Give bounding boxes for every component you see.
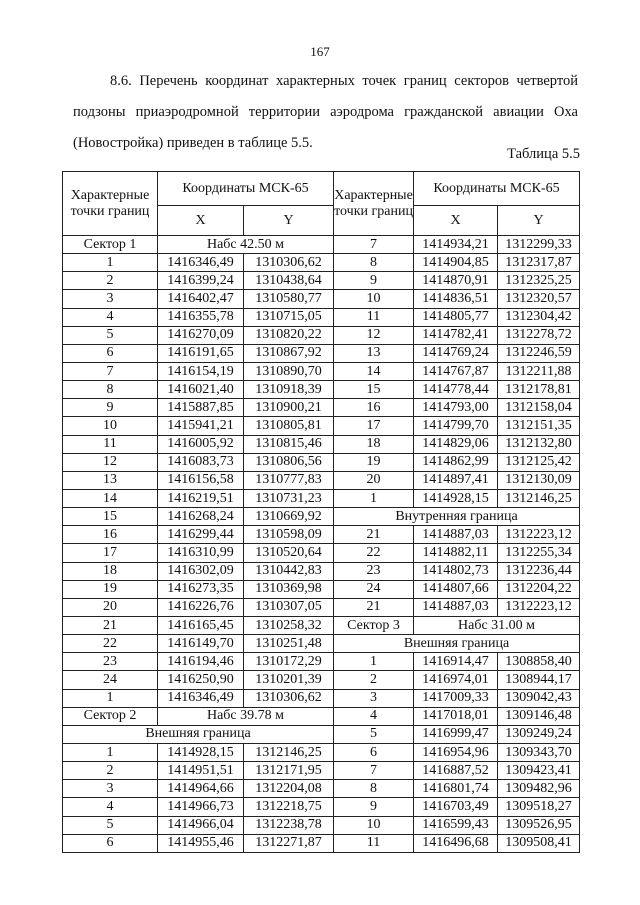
table-row xyxy=(334,725,580,743)
coord-x: 1414829,06 xyxy=(414,435,498,453)
table-row xyxy=(334,580,580,598)
point-number: 17 xyxy=(63,544,158,562)
table-row xyxy=(334,743,580,761)
coord-x: 1414799,70 xyxy=(414,417,498,435)
coord-y: 1310201,39 xyxy=(244,671,334,689)
coord-y: 1310520,64 xyxy=(244,544,334,562)
point-number: 21 xyxy=(63,616,158,634)
table-row xyxy=(334,526,580,544)
table-row xyxy=(334,671,580,689)
coord-y: 1310307,05 xyxy=(244,598,334,616)
coord-y: 1312278,72 xyxy=(498,326,580,344)
coord-x: 1416402,47 xyxy=(158,290,244,308)
coordinates-tables xyxy=(62,171,579,853)
coord-x: 1416302,09 xyxy=(158,562,244,580)
coord-y: 1312238,78 xyxy=(244,816,334,834)
coord-x: 1416999,47 xyxy=(414,725,498,743)
point-number: 19 xyxy=(334,453,414,471)
table-row xyxy=(63,834,334,852)
coord-y: 1312132,80 xyxy=(498,435,580,453)
coord-y: 1310820,22 xyxy=(244,326,334,344)
coord-y: 1310258,32 xyxy=(244,616,334,634)
point-number: 21 xyxy=(334,526,414,544)
point-number: 3 xyxy=(63,290,158,308)
point-number: 8 xyxy=(63,381,158,399)
coord-y: 1312151,35 xyxy=(498,417,580,435)
section-row xyxy=(63,725,334,743)
table-row xyxy=(334,544,580,562)
table-row xyxy=(63,526,334,544)
coord-x: 1416346,49 xyxy=(158,254,244,272)
point-number: 5 xyxy=(63,816,158,834)
table-row xyxy=(334,598,580,616)
coord-y: 1312299,33 xyxy=(498,236,580,254)
table-row xyxy=(334,780,580,798)
table-row xyxy=(63,616,334,634)
point-number: 23 xyxy=(63,653,158,671)
table-row xyxy=(334,362,580,380)
table-row xyxy=(334,834,580,852)
coord-x: 1416273,35 xyxy=(158,580,244,598)
table-row xyxy=(63,344,334,362)
coord-y: 1312146,25 xyxy=(244,743,334,761)
coord-x: 1414882,11 xyxy=(414,544,498,562)
coord-y: 1309518,27 xyxy=(498,798,580,816)
header-x: X xyxy=(414,206,498,236)
coord-x: 1414964,66 xyxy=(158,780,244,798)
table-row xyxy=(334,816,580,834)
table-row xyxy=(334,326,580,344)
coord-x: 1414782,41 xyxy=(414,326,498,344)
table-row xyxy=(334,254,580,272)
coord-x: 1416149,70 xyxy=(158,635,244,653)
point-number: 10 xyxy=(334,290,414,308)
coord-y: 1309526,95 xyxy=(498,816,580,834)
coord-x: 1416250,90 xyxy=(158,671,244,689)
point-number: 22 xyxy=(334,544,414,562)
point-number: 15 xyxy=(63,508,158,526)
coordinates-table-left xyxy=(62,171,334,853)
coord-y: 1310306,62 xyxy=(244,254,334,272)
point-number: 18 xyxy=(63,562,158,580)
table-body-right xyxy=(334,236,580,853)
point-number: 7 xyxy=(334,762,414,780)
sector-height: Набс 42.50 м xyxy=(158,236,334,254)
coord-y: 1312211,88 xyxy=(498,362,580,380)
table-row xyxy=(63,417,334,435)
table-row xyxy=(63,489,334,507)
point-number: 12 xyxy=(334,326,414,344)
table-caption: Таблица 5.5 xyxy=(507,146,580,162)
coordinates-table-right xyxy=(333,171,580,853)
coord-y: 1310806,56 xyxy=(244,453,334,471)
coord-y: 1312223,12 xyxy=(498,598,580,616)
coord-x: 1416165,45 xyxy=(158,616,244,634)
table-row xyxy=(63,308,334,326)
coord-x: 1414862,99 xyxy=(414,453,498,471)
point-number: 20 xyxy=(334,471,414,489)
coord-y: 1310867,92 xyxy=(244,344,334,362)
table-row xyxy=(63,671,334,689)
header-x: X xyxy=(158,206,244,236)
point-number: 7 xyxy=(334,236,414,254)
point-number: 9 xyxy=(63,399,158,417)
sector-row xyxy=(63,236,334,254)
coord-y: 1309343,70 xyxy=(498,743,580,761)
sector-label: Сектор 2 xyxy=(63,707,158,725)
table-row xyxy=(63,544,334,562)
coord-x: 1416226,76 xyxy=(158,598,244,616)
table-row xyxy=(63,816,334,834)
coord-x: 1414793,00 xyxy=(414,399,498,417)
coord-x: 1417018,01 xyxy=(414,707,498,725)
coord-y: 1309482,96 xyxy=(498,780,580,798)
coord-x: 1416887,52 xyxy=(414,762,498,780)
coord-y: 1312325,25 xyxy=(498,272,580,290)
table-row xyxy=(63,435,334,453)
intro-paragraph: 8.6. Перечень координат характерных точек границ секторов четвертой подзоны приаэродромной территории аэродрома гражданской авиации Оха (Новостройка) приведен в таблице 5.5. xyxy=(73,73,578,151)
section-label: Внешняя граница xyxy=(63,725,334,743)
coord-y: 1310731,23 xyxy=(244,489,334,507)
coord-y: 1312271,87 xyxy=(244,834,334,852)
coord-x: 1414955,46 xyxy=(158,834,244,852)
point-number: 24 xyxy=(63,671,158,689)
coord-y: 1312317,87 xyxy=(498,254,580,272)
section-label: Внутренняя граница xyxy=(334,508,580,526)
coord-x: 1416801,74 xyxy=(414,780,498,798)
coord-y: 1312178,81 xyxy=(498,381,580,399)
point-number: 16 xyxy=(334,399,414,417)
coord-y: 1312204,08 xyxy=(244,780,334,798)
coord-y: 1312255,34 xyxy=(498,544,580,562)
header-points: Характерные точки границ xyxy=(63,172,158,236)
coord-x: 1414897,41 xyxy=(414,471,498,489)
table-row xyxy=(63,381,334,399)
coord-x: 1416299,44 xyxy=(158,526,244,544)
coord-x: 1414870,91 xyxy=(414,272,498,290)
table-row xyxy=(63,780,334,798)
point-number: 1 xyxy=(334,489,414,507)
table-row xyxy=(63,762,334,780)
point-number: 6 xyxy=(63,834,158,852)
coord-y: 1310918,39 xyxy=(244,381,334,399)
coord-y: 1312223,12 xyxy=(498,526,580,544)
coord-x: 1414802,73 xyxy=(414,562,498,580)
point-number: 11 xyxy=(63,435,158,453)
point-number: 13 xyxy=(334,344,414,362)
point-number: 4 xyxy=(63,308,158,326)
table-row xyxy=(334,381,580,399)
table-row xyxy=(63,689,334,707)
coord-x: 1416496,68 xyxy=(414,834,498,852)
point-number: 11 xyxy=(334,308,414,326)
table-row xyxy=(63,362,334,380)
point-number: 12 xyxy=(63,453,158,471)
coord-x: 1414934,21 xyxy=(414,236,498,254)
coord-x: 1416156,58 xyxy=(158,471,244,489)
sector-label: Сектор 1 xyxy=(63,236,158,254)
coord-x: 1416914,47 xyxy=(414,653,498,671)
point-number: 23 xyxy=(334,562,414,580)
point-number: 24 xyxy=(334,580,414,598)
coord-x: 1414887,03 xyxy=(414,526,498,544)
coord-x: 1414887,03 xyxy=(414,598,498,616)
coord-x: 1414807,66 xyxy=(414,580,498,598)
point-number: 22 xyxy=(63,635,158,653)
table-row xyxy=(334,308,580,326)
coord-x: 1416154,19 xyxy=(158,362,244,380)
point-number: 3 xyxy=(63,780,158,798)
coord-y: 1310306,62 xyxy=(244,689,334,707)
table-row xyxy=(334,399,580,417)
point-number: 19 xyxy=(63,580,158,598)
coord-y: 1310438,64 xyxy=(244,272,334,290)
table-row xyxy=(63,580,334,598)
point-number: 3 xyxy=(334,689,414,707)
coord-y: 1309042,43 xyxy=(498,689,580,707)
table-row xyxy=(334,290,580,308)
table-row xyxy=(334,489,580,507)
table-row xyxy=(334,707,580,725)
table-row xyxy=(63,399,334,417)
coord-x: 1414769,24 xyxy=(414,344,498,362)
table-row xyxy=(63,290,334,308)
table-row xyxy=(63,743,334,761)
table-row xyxy=(63,598,334,616)
point-number: 20 xyxy=(63,598,158,616)
section-row xyxy=(334,508,580,526)
point-number: 2 xyxy=(63,762,158,780)
table-row xyxy=(334,435,580,453)
coord-x: 1414928,15 xyxy=(158,743,244,761)
coord-y: 1312246,59 xyxy=(498,344,580,362)
sector-row xyxy=(63,707,334,725)
point-number: 4 xyxy=(334,707,414,725)
sector-height: Набс 31.00 м xyxy=(414,616,580,634)
coord-y: 1312320,57 xyxy=(498,290,580,308)
point-number: 2 xyxy=(63,272,158,290)
coord-x: 1414904,85 xyxy=(414,254,498,272)
point-number: 1 xyxy=(63,254,158,272)
point-number: 4 xyxy=(63,798,158,816)
coord-x: 1416954,96 xyxy=(414,743,498,761)
point-number: 10 xyxy=(334,816,414,834)
table-row xyxy=(63,508,334,526)
coord-y: 1310715,05 xyxy=(244,308,334,326)
header-coords: Координаты МСК-65 xyxy=(158,172,334,206)
coord-x: 1415941,21 xyxy=(158,417,244,435)
sector-height: Набс 39.78 м xyxy=(158,707,334,725)
coord-x: 1414928,15 xyxy=(414,489,498,507)
coord-x: 1416703,49 xyxy=(414,798,498,816)
point-number: 17 xyxy=(334,417,414,435)
coord-x: 1416974,01 xyxy=(414,671,498,689)
page-number: 167 xyxy=(310,44,330,59)
table-row xyxy=(334,762,580,780)
coord-y: 1310442,83 xyxy=(244,562,334,580)
coord-x: 1414778,44 xyxy=(414,381,498,399)
table-row xyxy=(334,453,580,471)
coord-y: 1309423,41 xyxy=(498,762,580,780)
coord-x: 1414966,73 xyxy=(158,798,244,816)
header-y: Y xyxy=(498,206,580,236)
coord-y: 1310598,09 xyxy=(244,526,334,544)
coord-x: 1415887,85 xyxy=(158,399,244,417)
point-number: 13 xyxy=(63,471,158,489)
table-row xyxy=(334,653,580,671)
point-number: 16 xyxy=(63,526,158,544)
coord-y: 1310890,70 xyxy=(244,362,334,380)
table-row xyxy=(334,471,580,489)
coord-y: 1312236,44 xyxy=(498,562,580,580)
coord-x: 1416310,99 xyxy=(158,544,244,562)
coord-y: 1312204,22 xyxy=(498,580,580,598)
coord-y: 1312158,04 xyxy=(498,399,580,417)
point-number: 11 xyxy=(334,834,414,852)
point-number: 7 xyxy=(63,362,158,380)
point-number: 1 xyxy=(63,743,158,761)
point-number: 21 xyxy=(334,598,414,616)
section-label: Внешняя граница xyxy=(334,635,580,653)
point-number: 6 xyxy=(63,344,158,362)
table-row xyxy=(334,689,580,707)
table-row xyxy=(63,471,334,489)
coord-y: 1310900,21 xyxy=(244,399,334,417)
coord-x: 1414966,04 xyxy=(158,816,244,834)
coord-y: 1310580,77 xyxy=(244,290,334,308)
coord-y: 1310369,98 xyxy=(244,580,334,598)
coord-y: 1308944,17 xyxy=(498,671,580,689)
coord-x: 1416219,51 xyxy=(158,489,244,507)
point-number: 1 xyxy=(334,653,414,671)
coord-y: 1310251,48 xyxy=(244,635,334,653)
table-row xyxy=(334,272,580,290)
coord-x: 1416021,40 xyxy=(158,381,244,399)
table-row xyxy=(63,254,334,272)
coord-x: 1416005,92 xyxy=(158,435,244,453)
coord-y: 1309249,24 xyxy=(498,725,580,743)
point-number: 14 xyxy=(63,489,158,507)
coord-x: 1414836,51 xyxy=(414,290,498,308)
coord-x: 1416599,43 xyxy=(414,816,498,834)
coord-y: 1310815,46 xyxy=(244,435,334,453)
table-row xyxy=(63,653,334,671)
table-row xyxy=(334,562,580,580)
table-row xyxy=(63,562,334,580)
table-row xyxy=(334,417,580,435)
sector-row xyxy=(334,616,580,634)
coord-y: 1309508,41 xyxy=(498,834,580,852)
table-body-left xyxy=(63,236,334,853)
coord-y: 1312171,95 xyxy=(244,762,334,780)
point-number: 2 xyxy=(334,671,414,689)
coord-x: 1414951,51 xyxy=(158,762,244,780)
point-number: 15 xyxy=(334,381,414,399)
point-number: 6 xyxy=(334,743,414,761)
point-number: 14 xyxy=(334,362,414,380)
point-number: 18 xyxy=(334,435,414,453)
coord-x: 1416399,24 xyxy=(158,272,244,290)
coord-x: 1416270,09 xyxy=(158,326,244,344)
table-row xyxy=(334,236,580,254)
point-number: 9 xyxy=(334,272,414,290)
coord-x: 1416194,46 xyxy=(158,653,244,671)
coord-y: 1310777,83 xyxy=(244,471,334,489)
coord-y: 1310669,92 xyxy=(244,508,334,526)
coord-x: 1416355,78 xyxy=(158,308,244,326)
header-coords: Координаты МСК-65 xyxy=(414,172,580,206)
coord-y: 1312125,42 xyxy=(498,453,580,471)
table-row xyxy=(63,635,334,653)
point-number: 1 xyxy=(63,689,158,707)
header-points: Характерные точки границ xyxy=(334,172,414,236)
coord-x: 1416268,24 xyxy=(158,508,244,526)
coord-x: 1414767,87 xyxy=(414,362,498,380)
coord-y: 1312304,42 xyxy=(498,308,580,326)
coord-x: 1417009,33 xyxy=(414,689,498,707)
coord-y: 1312218,75 xyxy=(244,798,334,816)
table-row xyxy=(63,798,334,816)
coord-y: 1312146,25 xyxy=(498,489,580,507)
point-number: 8 xyxy=(334,254,414,272)
table-row xyxy=(63,453,334,471)
coord-x: 1414805,77 xyxy=(414,308,498,326)
sector-label: Сектор 3 xyxy=(334,616,414,634)
table-row xyxy=(63,326,334,344)
coord-y: 1312130,09 xyxy=(498,471,580,489)
section-row xyxy=(334,635,580,653)
point-number: 5 xyxy=(63,326,158,344)
coord-y: 1309146,48 xyxy=(498,707,580,725)
table-row xyxy=(334,344,580,362)
coord-y: 1310172,29 xyxy=(244,653,334,671)
table-row xyxy=(334,798,580,816)
point-number: 5 xyxy=(334,725,414,743)
coord-x: 1416191,65 xyxy=(158,344,244,362)
point-number: 10 xyxy=(63,417,158,435)
table-row xyxy=(63,272,334,290)
coord-y: 1310805,81 xyxy=(244,417,334,435)
header-y: Y xyxy=(244,206,334,236)
point-number: 9 xyxy=(334,798,414,816)
coord-x: 1416083,73 xyxy=(158,453,244,471)
coord-y: 1308858,40 xyxy=(498,653,580,671)
point-number: 8 xyxy=(334,780,414,798)
coord-x: 1416346,49 xyxy=(158,689,244,707)
